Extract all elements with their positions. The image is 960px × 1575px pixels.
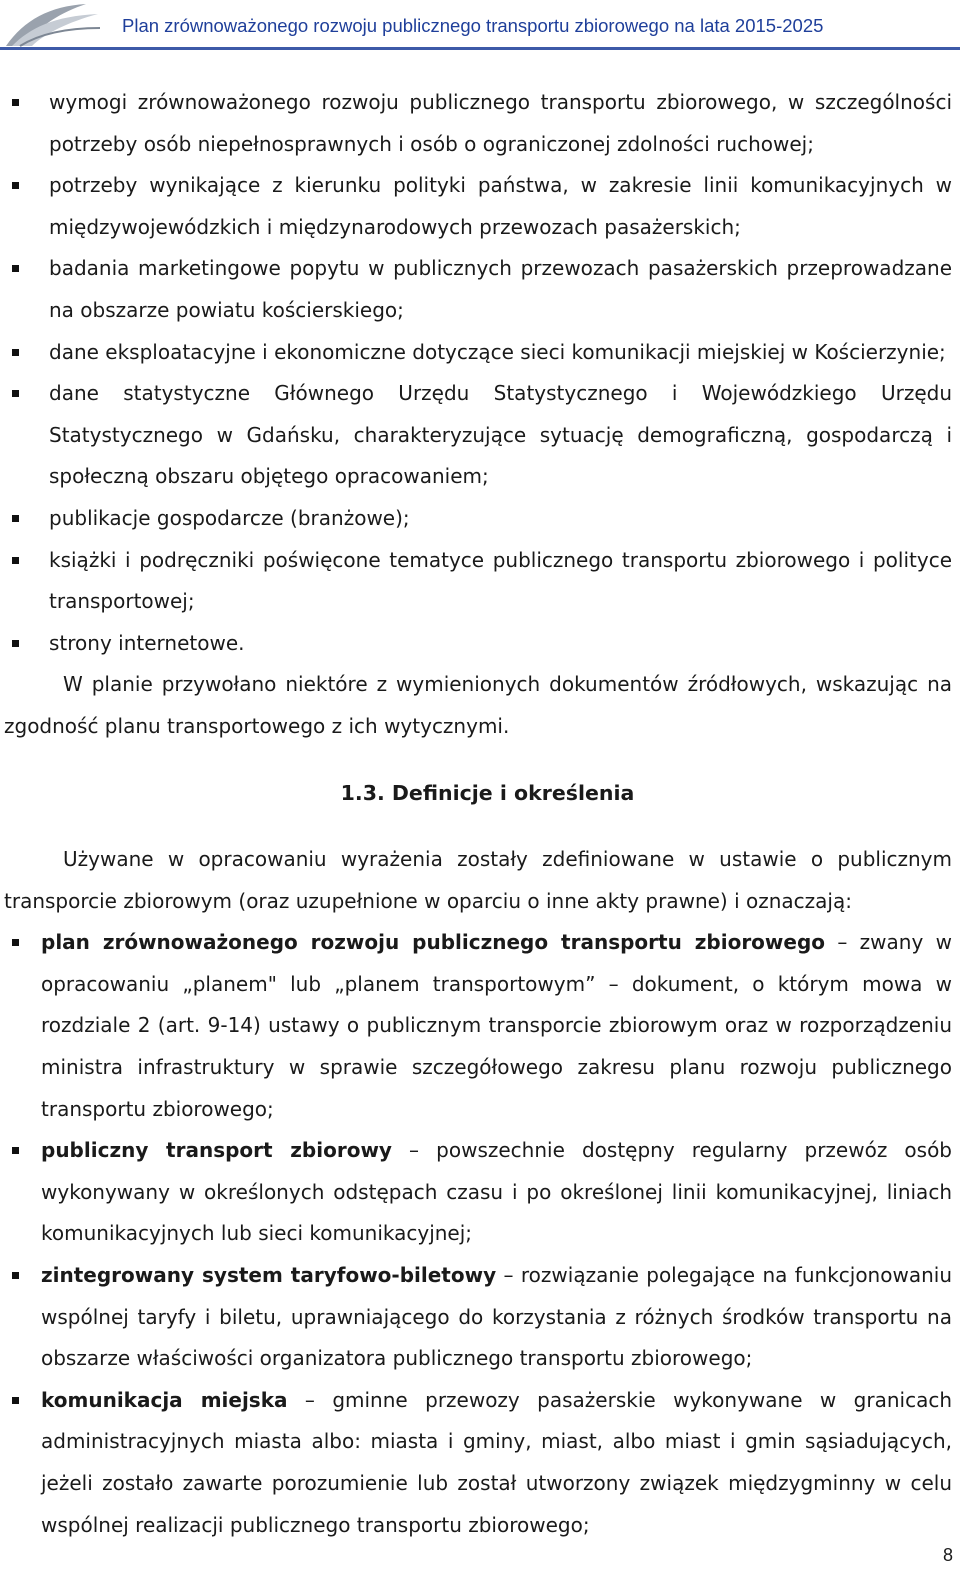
logo-swoosh-icon [2,0,102,52]
list-item: dane eksploatacyjne i ekonomiczne dotyczące sieci komunikacji miejskiej w Kościerzynie; [0,332,960,374]
list-item: dane statystyczne Głównego Urzędu Statystycznego i Wojewódzkiego Urzędu Statystycznego w Gdańsku, charakteryzujące sytuację demograficzną, gospodarczą i społeczną obszaru objętego opracowaniem; [0,373,960,498]
list-item: potrzeby wynikające z kierunku polityki państwa, w zakresie linii komunikacyjnych w międzywojewódzkich i międzynarodowych przewozach pasażerskich; [0,165,960,248]
list-item: strony internetowe. [0,623,960,665]
list-item: publikacje gospodarcze (branżowe); [0,498,960,540]
sources-paragraph: W planie przywołano niektóre z wymienionych dokumentów źródłowych, wskazując na zgodność planu transportowego z ich wytycznymi. [4,672,952,738]
definitions-list [0,922,960,1546]
definition-term: plan zrównoważonego rozwoju publicznego transportu zbiorowego [41,930,826,955]
section-heading: 1.3. Definicje i określenia [340,780,635,805]
sources-list [0,82,960,664]
page-header [0,0,960,56]
definition-text: – zwany w opracowaniu „planem" lub „planem transportowym” – dokument, o którym mowa w rozdziale 2 (art. 9-14) ustawy o publicznym transporcie zbiorowym oraz w rozporządzeniu ministra infrastruktury w sprawie szczegółowego zakresu planu rozwoju publicznego transportu zbiorowego; [41,930,952,1121]
header-rule [0,47,960,50]
definition-term: publiczny transport zbiorowy [41,1138,392,1163]
definition-text: – rozwiązanie polegające na funkcjonowaniu wspólnej taryfy i biletu, uprawniającego do korzystania z różnych środków transportu na obszarze właściwości organizatora publicznego transportu zbiorowego; [41,1263,952,1371]
definition-text: – gminne przewozy pasażerskie wykonywane w granicach administracyjnych miasta albo: miasta i gminy, miast, albo miast i gmin sąsiadujących, jeżeli zostało zawarte porozumienie lub został utworzony związek międzygminny w celu wspólnej realizacji publicznego transportu zbiorowego; [41,1387,952,1537]
definition-item [0,1255,960,1380]
header-title: Plan zrównoważonego rozwoju publicznego transportu zbiorowego na lata 2015-2025 [122,15,824,36]
definition-term: komunikacja miejska [41,1387,288,1412]
list-item: książki i podręczniki poświęcone tematyce publicznego transportu zbiorowego i polityce transportowej; [0,540,960,623]
list-item: badania marketingowe popytu w publicznych przewozach pasażerskich przeprowadzane na obszarze powiatu kościerskiego; [0,248,960,331]
definition-item [0,1380,960,1546]
definition-item [0,922,960,1130]
definition-term: zintegrowany system taryfowo-biletowy [41,1263,497,1288]
list-item: wymogi zrównoważonego rozwoju publicznego transportu zbiorowego, w szczególności potrzeby osób niepełnosprawnych i osób o ograniczonej zdolności ruchowej; [0,82,960,165]
definition-item [0,1130,960,1255]
page-number: 8 [942,1545,953,1565]
definitions-intro: Używane w opracowaniu wyrażenia zostały zdefiniowane w ustawie o publicznym transporcie zbiorowym (oraz uzupełnione w oparciu o inne akty prawne) i oznaczają: [4,847,952,913]
definition-text: – powszechnie dostępny regularny przewóz osób wykonywany w określonych odstępach czasu i po określonej linii komunikacyjnej, liniach komunikacyjnych lub sieci komunikacyjnej; [41,1138,952,1246]
document-body [0,82,960,1546]
